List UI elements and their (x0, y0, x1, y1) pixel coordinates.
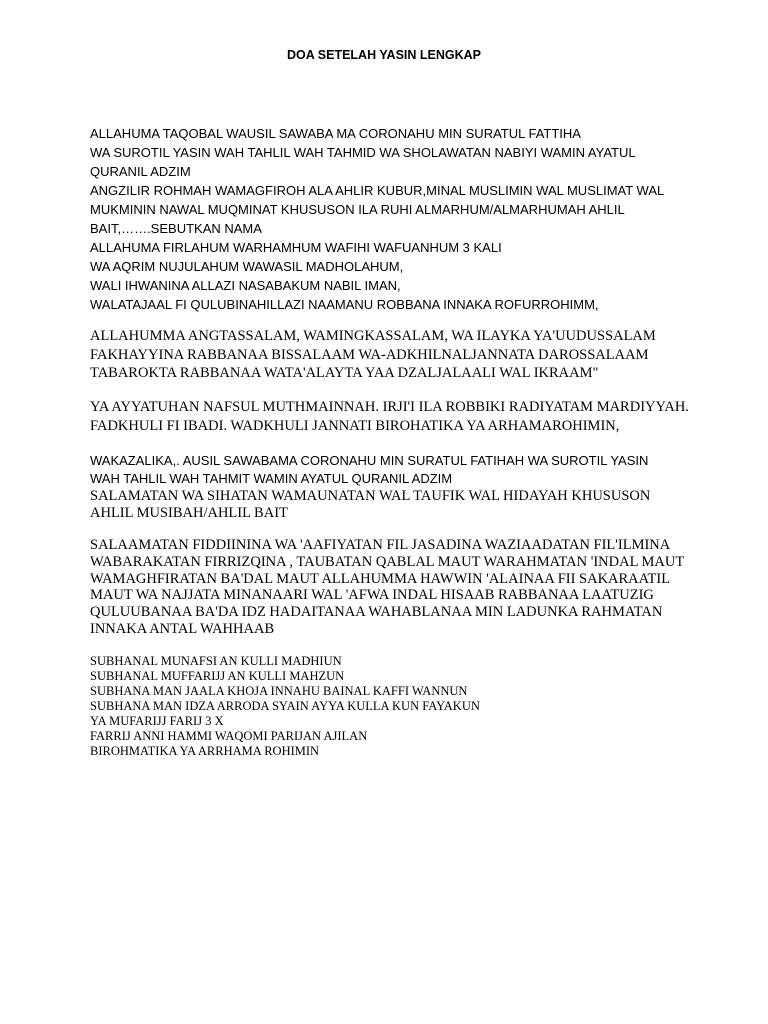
text-line: ALLAHUMMA ANGTASSALAM, WAMINGKASSALAM, WA ILAYKA YA'UUDUSSALAM (90, 328, 656, 344)
text-line: SUBHANAL MUNAFSI AN KULLI MADHIUN (90, 654, 342, 668)
text-line: SUBHANAL MUFFARIJJ AN KULLI MAHZUN (90, 669, 345, 683)
text-line: MUKMININ NAWAL MUQMINAT KHUSUSON ILA RUHI ALMARHUM/ALMARHUMAH AHLIL (90, 202, 625, 217)
text-line: AHLIL MUSIBAH/AHLIL BAIT (90, 505, 288, 521)
text-line: BAIT,…….SEBUTKAN NAMA (90, 221, 262, 236)
text-line: SUBHANA MAN IDZA ARRODA SYAIN AYYA KULLA KUN FAYAKUN (90, 699, 480, 713)
text-line: MAUT WA NAJJATA MINANAARI WAL 'AFWA INDAL HISAAB RABBANAA LAATUZIG (90, 587, 654, 604)
prayer-section-1 (90, 124, 690, 314)
text-line: TABAROKTA RABBANAA WATA'ALAYTA YAA DZALJALAALI WAL IKRAAM" (90, 365, 599, 381)
text-line: WAMAGHFIRATAN BA'DAL MAUT ALLAHUMMA HAWWIN 'ALAINAA FII SAKARAATIL (90, 570, 671, 587)
text-line: ALLAHUMA FIRLAHUM WARHAMHUM WAFIHI WAFUANHUM 3 KALI (90, 240, 502, 255)
text-line: SUBHANA MAN JAALA KHOJA INNAHU BAINAL KAFFI WANNUN (90, 684, 468, 698)
text-line: WALI IHWANINA ALLAZI NASABAKUM NABIL IMAN, (90, 278, 401, 293)
prayer-section-3 (90, 398, 690, 435)
text-line: ALLAHUMA TAQOBAL WAUSIL SAWABA MA CORONAHU MIN SURATUL FATTIHA (90, 126, 581, 141)
text-line: QULUUBANAA BA'DA IDZ HADAITANAA WAHABLANAA MIN LADUNKA RAHMATAN (90, 604, 663, 621)
prayer-section-7 (90, 654, 690, 759)
text-line: WAH TAHLIL WAH TAHMIT WAMIN AYATUL QURANIL ADZIM (90, 471, 453, 486)
text-line: FAKHAYYINA RABBANAA BISSALAAM WA-ADKHILNALJANNATA DAROSSALAAM (90, 346, 649, 363)
text-line: FADKHULI FI IBADI. WADKHULI JANNATI BIROHATIKA YA ARHAMAROHIMIN, (90, 417, 620, 434)
text-line: WALATAJAAL FI QULUBINAHILLAZI NAAMANU ROBBANA INNAKA ROFURROHIMM, (90, 297, 599, 312)
prayer-section-2 (90, 327, 690, 383)
prayer-section-6 (90, 537, 690, 638)
text-line: YA MUFARIJJ FARIJ 3 X (90, 714, 224, 728)
text-line: QURANIL ADZIM (90, 164, 191, 179)
text-line: ANGZILIR ROHMAH WAMAGFIROH ALA AHLIR KUBUR,MINAL MUSLIMIN WAL MUSLIMAT WAL (90, 183, 665, 198)
text-line: WA SUROTIL YASIN WAH TAHLIL WAH TAHMID WA SHOLAWATAN NABIYI WAMIN AYATUL (90, 145, 636, 160)
text-line: SALAAMATAN FIDDIININA WA 'AAFIYATAN FIL JASADINA WAZIAADATAN FIL'ILMINA (90, 537, 671, 553)
text-line: INNAKA ANTAL WAHHAAB (90, 620, 275, 637)
document-title: DOA SETELAH YASIN LENGKAP (286, 48, 481, 62)
text-line: YA AYYATUHAN NAFSUL MUTHMAINNAH. IRJI'I ILA ROBBIKI RADIYATAM MARDIYYAH. (90, 399, 689, 415)
text-line: FARRIJ ANNI HAMMI WAQOMI PARIJAN AJILAN (90, 729, 368, 743)
text-line: SALAMATAN WA SIHATAN WAMAUNATAN WAL TAUFIK WAL HIDAYAH KHUSUSON (90, 488, 651, 504)
text-line: WABARAKATAN FIRRIZQINA , TAUBATAN QABLAL MAUT WARAHMATAN 'INDAL MAUT (90, 553, 685, 570)
text-line: WA AQRIM NUJULAHUM WAWASIL MADHOLAHUM, (90, 259, 404, 274)
text-line: BIROHMATIKA YA ARRHAMA ROHIMIN (90, 744, 320, 758)
prayer-section-4 (90, 452, 690, 488)
prayer-section-5 (90, 488, 690, 522)
text-line: WAKAZALIKA,. AUSIL SAWABAMA CORONAHU MIN SURATUL FATIHAH WA SUROTIL YASIN (90, 453, 649, 468)
